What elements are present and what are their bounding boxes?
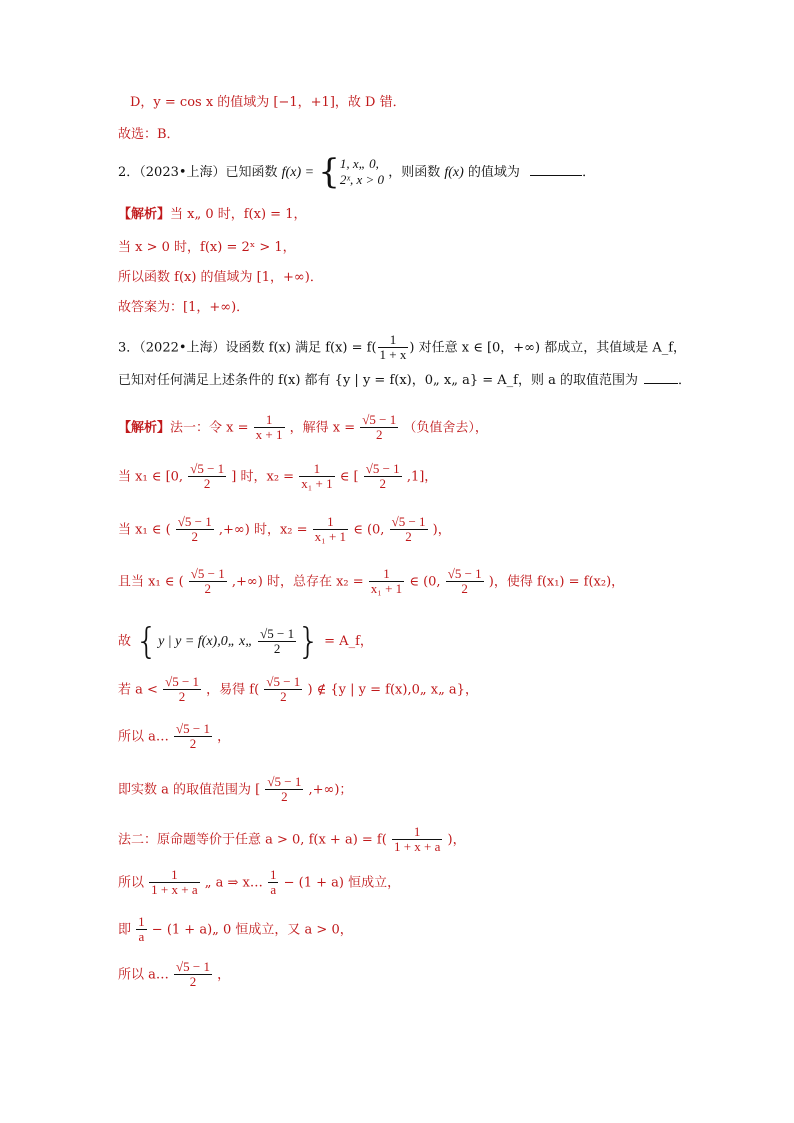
question-3-line-1: 3．（2022•上海）设函数 f(x) 满足 f(x) = f( $\frac{1}{1 + x}$ ) 对任意 x ∈ [0，+∞) 都成立，其值域是 A_f， bbox=[118, 332, 687, 363]
solution-2-line-3: 所以函数 f(x) 的值域为 [1，+∞)． bbox=[118, 270, 323, 285]
solution-3-line-3: 当 x₁ ∈ ( $\frac{√5 - 1}{2}$ ,+∞) 时，x₂ = $\frac{1}{\text{x₁ + 1}}$ ∈ (0, $\frac{√5 - 1}{2}$ )， bbox=[118, 514, 451, 545]
answer-blank bbox=[530, 174, 582, 176]
solution-3-line-4: 且当 x₁ ∈ ( $\frac{√5 - 1}{2}$ ,+∞) 时，总存在 x₂ = $\frac{1}{\text{x₁ + 1}}$ ∈ (0, $\frac{√5 - 1}{2}$ )，使得 f(x₁) = f(x₂)， bbox=[118, 566, 625, 597]
solution-3-line-6: 若 a < $\frac{√5 - 1}{2}$ ，易得 f( $\frac{√5 - 1}{2}$ ) ∉ {y | y = f(x),0„ x„ a}， bbox=[118, 674, 478, 705]
solution-3-line-12: 所以 a… $\frac{√5 - 1}{2}$ ， bbox=[118, 959, 231, 990]
solution-3-line-7: 所以 a… $\frac{√5 - 1}{2}$ ， bbox=[118, 721, 231, 752]
solution-2-line-1: 【解析】当 x„ 0 时，f(x) = 1， bbox=[118, 207, 307, 222]
solution-2-line-2: 当 x > 0 时，f(x) = 2ˣ > 1， bbox=[118, 240, 296, 255]
solution-3-line-11: 即 $\frac{1}{a}$ − (1 + a)„ 0 恒成立，又 a > 0， bbox=[118, 914, 353, 945]
question-2: 2．（2023•上海）已知函数 f(x) = { 1, x„ 0, 2ˣ, x > 0 ，则函数 f(x) 的值域为 ． bbox=[118, 152, 596, 192]
answer-blank bbox=[644, 382, 678, 384]
solution-3-line-9: 法二：原命题等价于任意 a > 0, f(x + a) = f( $\frac{1}{1 + x + a}$ )， bbox=[118, 824, 466, 855]
solution-3-line-2: 当 x₁ ∈ [0, $\frac{√5 - 1}{2}$ ] 时，x₂ = $\frac{1}{\text{x₁ + 1}}$ ∈ [ $\frac{√5 - 1}{2}$ ,1]， bbox=[118, 461, 438, 492]
solution-2-line-4: 故答案为：[1，+∞)． bbox=[118, 300, 250, 315]
option-d-line: D，y = cos x 的值域为 [−1，+1]，故 D 错． bbox=[130, 95, 406, 110]
solution-3-line-8: 即实数 a 的取值范围为 [ $\frac{√5 - 1}{2}$ ,+∞)； bbox=[118, 774, 353, 805]
solution-3-line-1: 【解析】法一：令 x = $\frac{1}{x + 1}$ ，解得 x = $\frac{√5 - 1}{2}$ （负值舍去）， bbox=[118, 412, 488, 443]
answer-line: 故选：B． bbox=[118, 127, 180, 142]
question-3-line-2: 已知对任何满足上述条件的 f(x) 都有 {y | y = f(x)，0„ x„ a} = A_f，则 a 的取值范围为 ． bbox=[118, 373, 691, 388]
solution-3-line-10: 所以 $\frac{1}{1 + x + a}$ „ a ⇒ x… $\frac{1}{a}$ − (1 + a) 恒成立， bbox=[118, 867, 401, 898]
solution-3-line-5: 故 {y | y = f(x),0„ x„ $\frac{√5 - 1}{2}$ } = A_f， bbox=[118, 621, 373, 662]
